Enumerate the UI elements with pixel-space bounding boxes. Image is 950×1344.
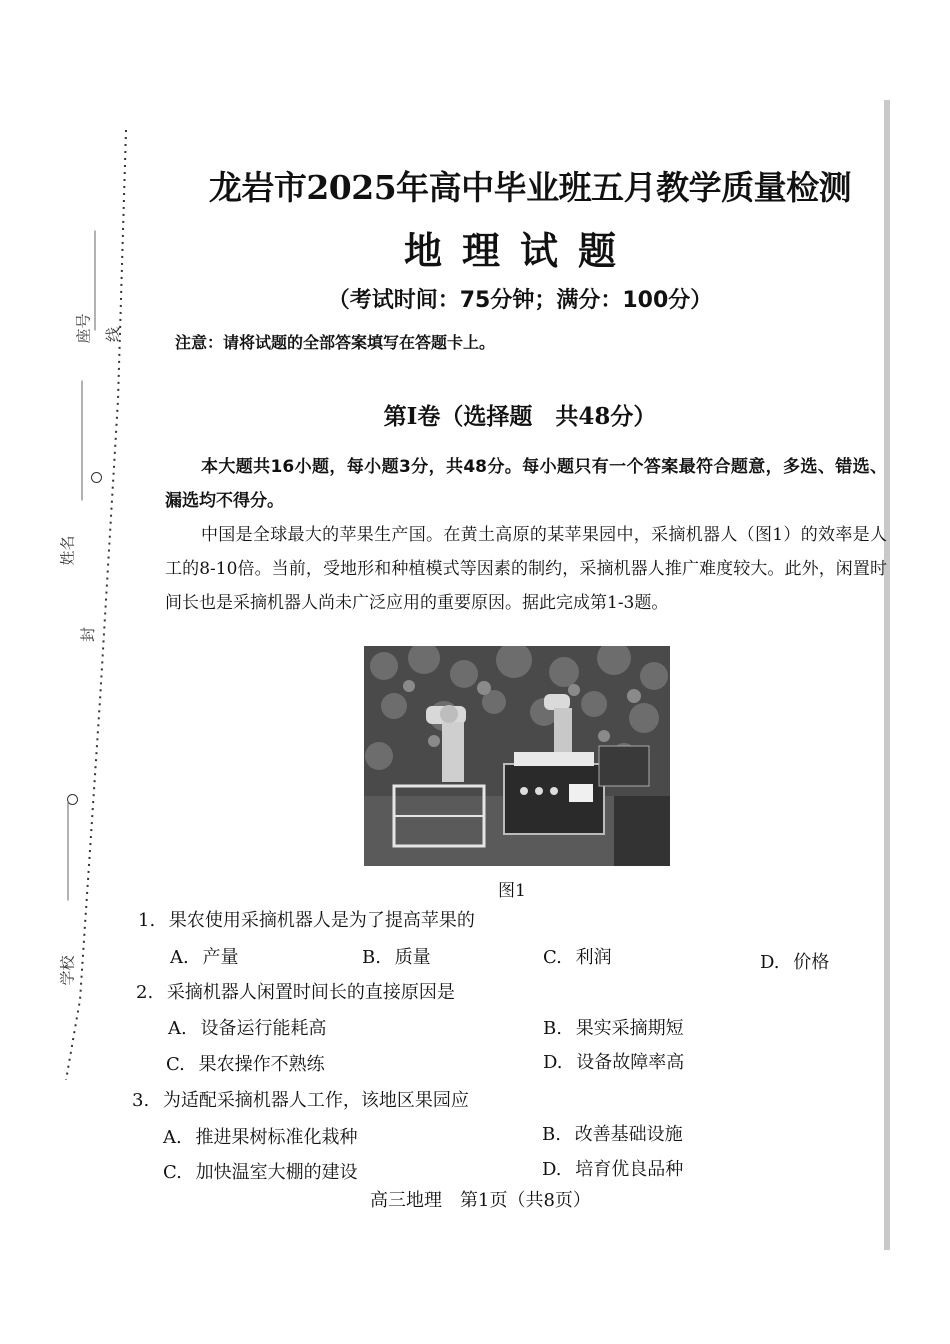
q1-option-d: D. 价格: [760, 952, 830, 973]
q3-option-c: C. 加快温室大棚的建设: [163, 1162, 358, 1183]
question-number: 1.: [138, 910, 156, 931]
q1-option-a: A. 产量: [170, 947, 239, 968]
school-label: 学校: [58, 955, 77, 986]
q3-option-a: A. 推进果树标准化栽种: [163, 1127, 358, 1148]
question-1-stem: [138, 906, 475, 932]
question-3-stem: [132, 1086, 469, 1112]
section-instructions: 本大题共16小题，每小题3分，共48分。每小题只有一个答案最符合题意，多选、错选、漏选均不得分。: [165, 457, 887, 511]
school-underline: [68, 801, 69, 901]
question-2-stem: [136, 978, 455, 1004]
exam-title: 龙岩市2025年高中毕业班五月教学质量检测: [208, 168, 852, 207]
q2-option-a: A. 设备运行能耗高: [168, 1018, 327, 1039]
subject-title: 地理试题: [403, 228, 636, 273]
figure-1-photo: [364, 646, 670, 866]
page-edge-shadow: [884, 100, 890, 1250]
section-title: 第Ⅰ卷（选择题 共48分）: [383, 403, 657, 430]
line-char: 线: [104, 326, 123, 343]
name-label: 姓名: [58, 535, 77, 566]
q3-option-b: B. 改善基础设施: [542, 1124, 683, 1145]
name-underline: [82, 381, 83, 501]
question-text: 果农使用采摘机器人是为了提高苹果的: [168, 910, 475, 931]
question-number: 3.: [132, 1090, 150, 1111]
material-paragraph: 中国是全球最大的苹果生产国。在黄土高原的某苹果园中，采摘机器人（图1）的效率是人工的8-10倍。当前，受地形和种植模式等因素的制约，采摘机器人推广难度较大。此外，闲置时间长也是采摘机器人尚未广泛应用的重要原因。据此完成第1-3题。: [165, 525, 887, 613]
notice: 注意：请将试题的全部答案填写在答题卡上。: [175, 333, 496, 352]
seat-label: 座号: [74, 313, 93, 344]
exam-info: （考试时间：75分钟；满分：100分）: [327, 288, 713, 313]
q1-option-b: B. 质量: [362, 947, 431, 968]
q2-option-c: C. 果农操作不熟练: [166, 1054, 325, 1075]
seat-underline: [95, 231, 96, 331]
seal-char: 封: [79, 626, 98, 643]
question-text: 采摘机器人闲置时间长的直接原因是: [166, 982, 455, 1003]
picking-robot-image: [364, 646, 670, 866]
binding-hole-top: [91, 472, 102, 483]
q2-option-b: B. 果实采摘期短: [543, 1018, 684, 1039]
binding-margin: [0, 0, 150, 1344]
binding-dotted-line: [0, 0, 150, 1344]
binding-hole-bottom: [67, 794, 78, 805]
q2-option-d: D. 设备故障率高: [543, 1052, 685, 1073]
question-number: 2.: [136, 982, 154, 1003]
question-text: 为适配采摘机器人工作，该地区果园应: [162, 1090, 469, 1111]
figure-caption: 图1: [498, 881, 526, 901]
q1-option-c: C. 利润: [543, 947, 612, 968]
q3-option-d: D. 培育优良品种: [542, 1159, 684, 1180]
page-footer: 高三地理 第1页（共8页）: [370, 1190, 591, 1211]
